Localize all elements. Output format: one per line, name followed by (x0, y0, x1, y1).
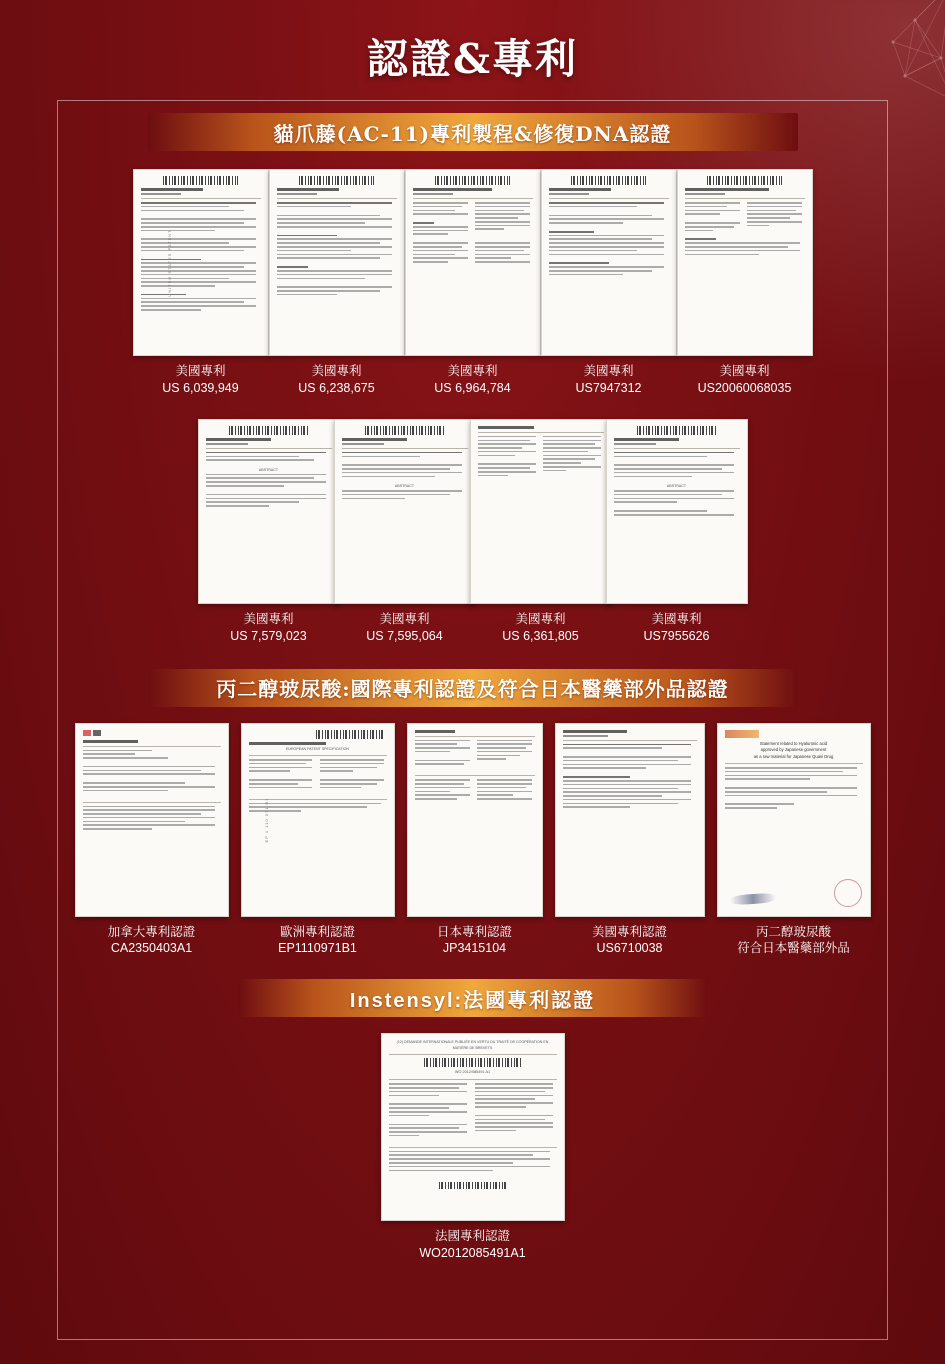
certificate-name: 美國專利 (515, 611, 566, 626)
certificate-card[interactable] (76, 723, 228, 958)
certificate-card[interactable] (482, 419, 600, 645)
certificate-image[interactable] (407, 723, 543, 917)
certificates-content (0, 113, 945, 1262)
certificate-card[interactable] (142, 169, 260, 397)
section-ha-ribbon: 丙二醇玻尿酸:國際專利認證及符合日本醫藥部外品認證 (148, 669, 798, 707)
section-ac11 (32, 113, 913, 645)
certificate-name: 法國專利認證 (434, 1229, 510, 1244)
certificate-code: EP1110971B1 (278, 941, 357, 956)
section-ha (32, 669, 913, 958)
certificate-name: 美國專利 (651, 611, 702, 626)
certificate-code: US20060068035 (697, 380, 792, 395)
certificate-image[interactable]: UNITED STATES PATENT (133, 169, 269, 356)
certificate-name: 丙二醇玻尿酸 (755, 924, 831, 939)
certificate-card[interactable] (408, 723, 542, 958)
section-ha-row-1 (32, 723, 913, 958)
certificate-code: US 7,579,023 (230, 628, 307, 643)
certificate-image[interactable]: EUROPEAN PATENT SPECIFICATION EP 1 110 971 B1 (241, 723, 395, 917)
certificate-code: JP3415104 (442, 941, 507, 956)
certificate-code: 符合日本醫藥部外品 (737, 941, 850, 956)
certificate-code: US7955626 (643, 628, 710, 643)
certificate-card[interactable] (556, 723, 704, 958)
certificate-code: US7947312 (575, 380, 642, 395)
section-ac11-ribbon: 貓爪藤(AC-11)專利製程&修復DNA認證 (148, 113, 798, 151)
certificate-image[interactable]: ABSTRACT (334, 419, 476, 604)
certificate-image[interactable] (405, 169, 541, 356)
certificate-image[interactable]: (12) DEMANDE INTERNATIONALE PUBLIÉE EN VERTU DU TRAITÉ DE COOPÉRATION EN MATIÈRE DE BREVETS WO 2012/085491 A1 (381, 1033, 565, 1221)
certificate-card[interactable] (414, 169, 532, 397)
certificate-image[interactable] (269, 169, 405, 356)
certificate-name: 美國專利 (379, 611, 430, 626)
certificate-image[interactable] (541, 169, 677, 356)
certificate-name: 美國專利 (243, 611, 294, 626)
section-instensyl-ribbon: Instensyl:法國專利認證 (238, 979, 708, 1017)
certificate-name: 美國專利 (447, 364, 498, 378)
certificate-image[interactable]: Statement related to Hyaluronic acid approved by Japanese government as a raw material for Japanese Quasi Drug (717, 723, 871, 917)
certificate-card[interactable] (718, 723, 870, 958)
certificate-code: US6710038 (596, 941, 663, 956)
certificate-card[interactable] (210, 419, 328, 645)
section-ac11-row-1 (32, 169, 913, 397)
section-ac11-row-2 (32, 419, 913, 645)
certificate-name: 日本專利認證 (436, 924, 512, 939)
certificate-image[interactable]: ABSTRACT (606, 419, 748, 604)
certificate-card[interactable] (278, 169, 396, 397)
certificate-name: 美國專利 (175, 364, 226, 378)
certificate-image[interactable] (555, 723, 705, 917)
certificate-card[interactable] (686, 169, 804, 397)
certificate-card[interactable] (346, 419, 464, 645)
certificate-image[interactable] (677, 169, 813, 356)
certificate-card[interactable] (382, 1033, 564, 1262)
certificate-name: 美國專利 (311, 364, 362, 378)
certificate-name: 美國專利 (583, 364, 634, 378)
certificate-name: 美國專利 (719, 364, 770, 378)
certificate-code: CA2350403A1 (110, 941, 193, 956)
certificate-code: WO2012085491A1 (419, 1246, 526, 1261)
certificate-code: US 6,964,784 (434, 380, 511, 395)
certificate-card[interactable] (550, 169, 668, 397)
certificate-image[interactable] (75, 723, 229, 917)
certificate-code: US 6,039,949 (162, 380, 239, 395)
certificate-name: 歐洲專利認證 (279, 924, 355, 939)
certificate-image[interactable] (470, 419, 612, 604)
certificate-code: US 7,595,064 (366, 628, 443, 643)
section-instensyl (32, 979, 913, 1262)
certificate-name: 加拿大專利認證 (107, 924, 196, 939)
certificate-name: 美國專利認證 (591, 924, 667, 939)
page-title: 認證&專利 (366, 35, 579, 83)
certificate-image[interactable]: ABSTRACT (198, 419, 340, 604)
certificate-code: US 6,238,675 (298, 380, 375, 395)
certificate-card[interactable] (618, 419, 736, 645)
certificate-code: US 6,361,805 (502, 628, 579, 643)
certificate-card[interactable] (242, 723, 394, 958)
section-instensyl-row-1 (32, 1033, 913, 1262)
